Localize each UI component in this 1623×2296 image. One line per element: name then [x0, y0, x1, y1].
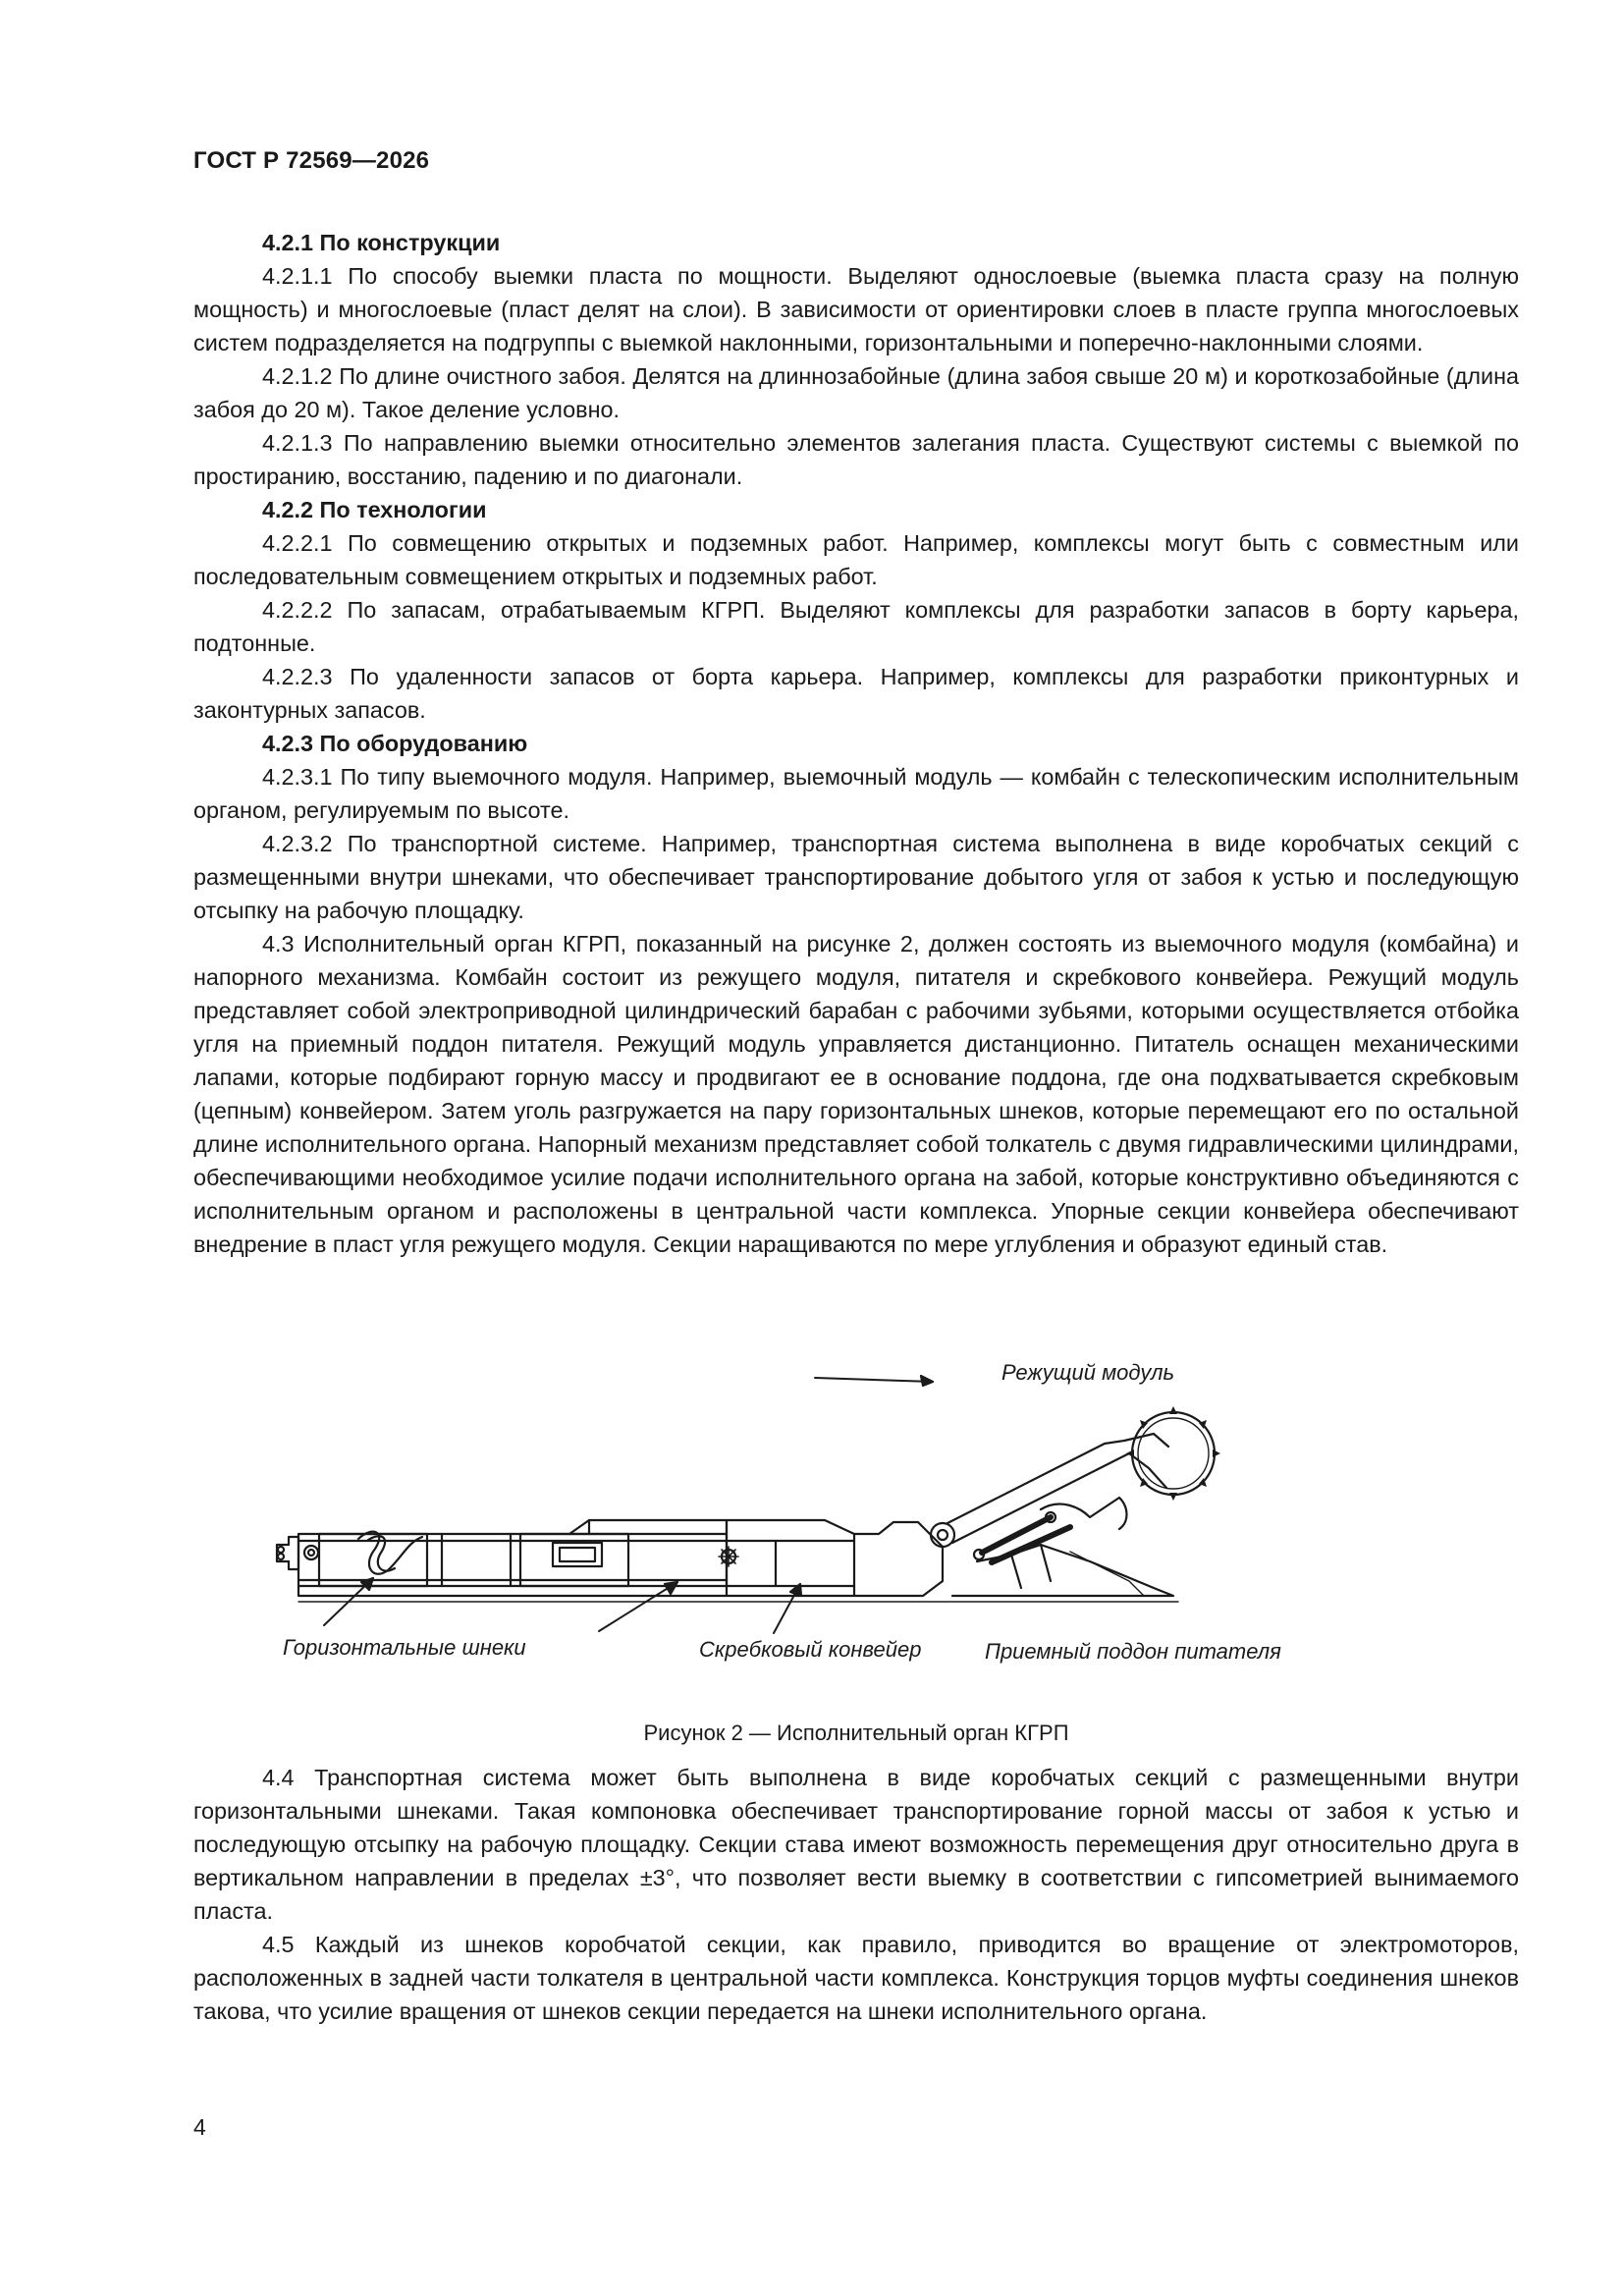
paragraph: 4.5 Каждый из шнеков коробчатой секции, как правило, приводится во вращение от электромоторов, расположенных в задней части толкателя в центральной части комплекса. Конструкция торцов муфты соединения шнеков такова, что усилие вращения от шнеков секции передается на шнеки исполнительного органа. [193, 1932, 1519, 2024]
figure-2 [265, 1360, 1355, 1704]
label-horizontal-augers: Горизонтальные шнеки [283, 1635, 526, 1660]
label-cutting-module: Режущий модуль [1001, 1360, 1175, 1385]
paragraph: 4.4 Транспортная система может быть выполнена в виде коробчатых секций с размещенными внутри горизонтальными шнеками. Такая компоновка обеспечивает транспортирование горной массы от забоя к устью и последующую отсыпку на рабочую площадку. Секции става имеют возможность перемещения друг относительно друга в вертикальном направлении в пределах ±3°, что позволяет вести выемку в соответствии с гипсометрией вынимаемого пласта. [193, 1765, 1519, 1924]
section-heading: 4.2.3 По оборудованию [262, 731, 528, 756]
paragraph: 4.3 Исполнительный орган КГРП, показанный на рисунке 2, должен состоять из выемочного модуля (комбайна) и напорного механизма. Комбайн состоит из режущего модуля, питателя и скребкового конвейера. Режущий модуль представляет собой электроприводной цилиндрический барабан с рабочими зубьями, которыми осуществляется отбойка угля на приемный поддон питателя. Режущий модуль управляется дистанционно. Питатель оснащен механическими лапами, которые подбирают горную массу и продвигают ее в основание поддона, где она подхватывается скребковым (цепным) конвейером. Затем уголь разгружается на пару горизонтальных шнеков, которые перемещают его по остальной длине исполнительного органа. Напорный механизм представляет собой толкатель с двумя гидравлическими цилиндрами, обеспечивающими необходимое усилие подачи исполнительного органа на забой, которые конструктивно объединяются с исполнительным органом и расположены в центральной части комплекса. Упорные секции конвейера обеспечивают внедрение в пласт угля режущего модуля. Секции наращиваются по мере углубления и образуют единый став. [193, 931, 1519, 1257]
paragraph: 4.2.2.1 По совмещению открытых и подземных работ. Например, комплексы могут быть с совместным или последовательным совмещением открытых и подземных работ. [193, 530, 1519, 589]
figure-caption: Рисунок 2 — Исполнительный орган КГРП [643, 1721, 1069, 1745]
section-heading: 4.2.1 По конструкции [262, 230, 501, 255]
paragraph: 4.2.2.3 По удаленности запасов от борта карьера. Например, комплексы для разработки приконтурных и законтурных запасов. [193, 664, 1519, 723]
label-feeder-tray: Приемный поддон питателя [985, 1639, 1281, 1664]
paragraph: 4.2.2.2 По запасам, отрабатываемым КГРП. Выделяют комплексы для разработки запасов в борту карьера, подтонные. [193, 597, 1519, 656]
paragraph: 4.2.1.2 По длине очистного забоя. Делятся на длиннозабойные (длина забоя свыше 20 м) и короткозабойные (длина забоя до 20 м). Такое деление условно. [193, 363, 1519, 422]
label-scraper-conveyor: Скребковый конвейер [699, 1637, 922, 1662]
body-text-bottom [193, 1761, 1519, 2028]
paragraph: 4.2.3.2 По транспортной системе. Например, транспортная система выполнена в виде коробчатых секций с размещенными внутри шнеками, что обеспечивает транспортирование добытого угля от забоя к устью и последующую отсыпку на рабочую площадку. [193, 831, 1519, 923]
standard-id-header: ГОСТ Р 72569—2026 [193, 147, 430, 174]
paragraph: 4.2.1.3 По направлению выемки относительно элементов залегания пласта. Существуют системы с выемкой по простиранию, восстанию, падению и по диагонали. [193, 430, 1519, 489]
body-text-top [193, 226, 1519, 1261]
page-number: 4 [193, 2114, 206, 2140]
section-heading: 4.2.2 По технологии [262, 497, 487, 522]
paragraph: 4.2.1.1 По способу выемки пласта по мощности. Выделяют однослоевые (выемка пласта сразу на полную мощность) и многослоевые (пласт делят на слои). В зависимости от ориентировки слоев в пласте группа многослоевых систем подразделяется на подгруппы с выемкой наклонными, горизонтальными и поперечно-наклонными слоями. [193, 263, 1519, 355]
paragraph: 4.2.3.1 По типу выемочного модуля. Например, выемочный модуль — комбайн с телескопическим исполнительным органом, регулируемым по высоте. [193, 764, 1519, 823]
